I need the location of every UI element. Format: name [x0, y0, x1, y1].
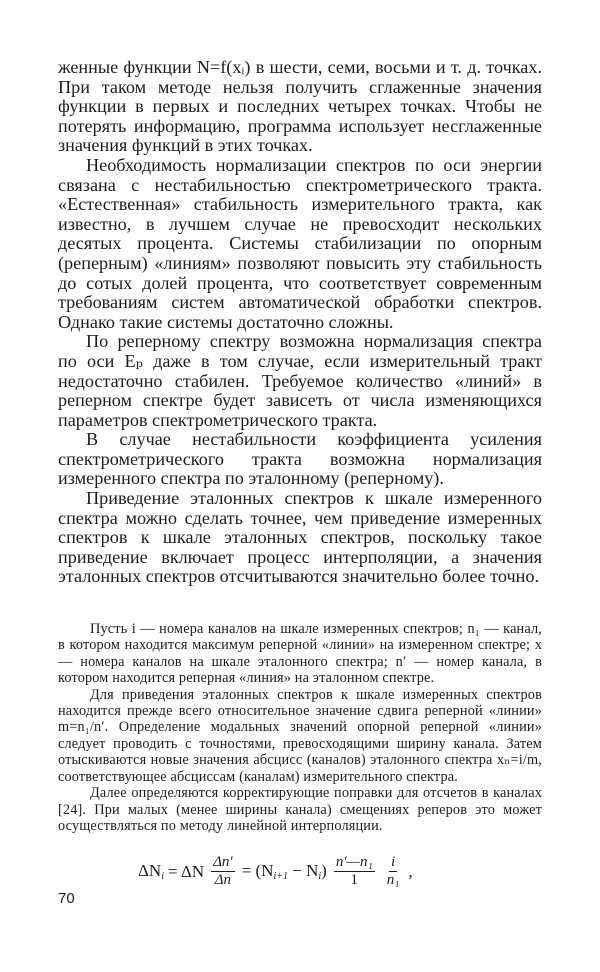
formula-eq1: = ΔN	[168, 861, 205, 881]
paragraph-smoothing-end: женные функции N=f(xᵢ) в шести, семи, восьми и т. д. точках. При таком методе нельзя получить сглаженные значения функции в первых и последних четырех точках. Чтобы не потерять информацию, программа использует несглаженные значения функций в этих точках.	[58, 57, 542, 156]
interpolation-formula	[58, 846, 542, 904]
formula-trailing-comma: ,	[408, 861, 413, 881]
small-print-section	[58, 621, 542, 834]
fraction-i-over-n1: $\frac{i}{\text{n₁}}$	[386, 854, 400, 889]
paragraph-corrections: Далее определяются корректирующие поправки для отсчетов в каналах [24]. При малых (менее ширины канала) смещениях реперов это может осуществляться по методу линейной интерполяции.	[58, 785, 542, 834]
book-page	[58, 58, 542, 904]
fraction-delta-n: $\frac{\Delta n'}{\Delta n}$	[213, 854, 233, 889]
paragraph-definitions: Пусть i — номера каналов на шкале измеренных спектров; n₁ — канал, в котором находится максимум реперной «линии» на измеренном спектре; x — номера каналов на шкале эталонного спектра; n′ — номер канала, в котором находится реперная «линия» на эталонном спектре.	[58, 621, 542, 687]
formula-difference: = $(N_{i+1} - N_i)$	[241, 861, 327, 883]
formula-lhs: $\Delta N_i$	[138, 861, 164, 883]
paragraph-energy-normalization: Необходимость нормализации спектров по оси энергии связана с нестабильностью спектрометрического тракта. «Естественная» стабильность измерительного тракта, как известно, в лучшем случае не превосходит нескольких десятых процента. Системы стабилизации по опорным (реперным) «линиям» позволяют повысить эту стабильность до сотых долей процента, что соответствует современным требованиям систем автоматической обработки спектров. Однако такие системы достаточно сложны.	[58, 154, 542, 332]
fraction-shift: $\frac{\text{n′—n₁}}{1}$	[335, 854, 373, 889]
paragraph-reference-spectrum: По реперному спектру возможна нормализация спектра по оси Eₚ даже в том случае, если измерительный тракт недостаточно стабилен. Требуемое количество «линий» в реперном спектре будет зависеть от числа изменяющихся параметров спектрометрического тракта.	[58, 331, 542, 430]
main-body-text	[58, 58, 542, 587]
formula-row	[138, 854, 413, 889]
paragraph-gain-instability: В случае нестабильности коэффициента усиления спектрометрического тракта возможна нормализация измеренного спектра по эталонному (реперному).	[58, 429, 542, 489]
page-number: 70	[58, 890, 75, 907]
paragraph-standard-spectra: Приведение эталонных спектров к шкале измеренного спектра можно сделать точнее, чем приведение измеренных спектров к шкале эталонных спектров, поскольку такое приведение включает процесс интерполяции, а значения эталонных спектров отсчитываются значительно более точно.	[58, 488, 542, 587]
paragraph-shift-method: Для приведения эталонных спектров к шкале измеренных спектров находится прежде всего относительное значение сдвига реперной «линии» m=n₁/n′. Определение модальных значений опорной реперной «линии» следует проводить с точностями, превосходящими ширину канала. Затем отыскиваются новые значения абсцисс (каналов) эталонного спектра xₙ=i/m, соответствующее абсциссам (каналам) измерительного спектра.	[58, 686, 542, 785]
